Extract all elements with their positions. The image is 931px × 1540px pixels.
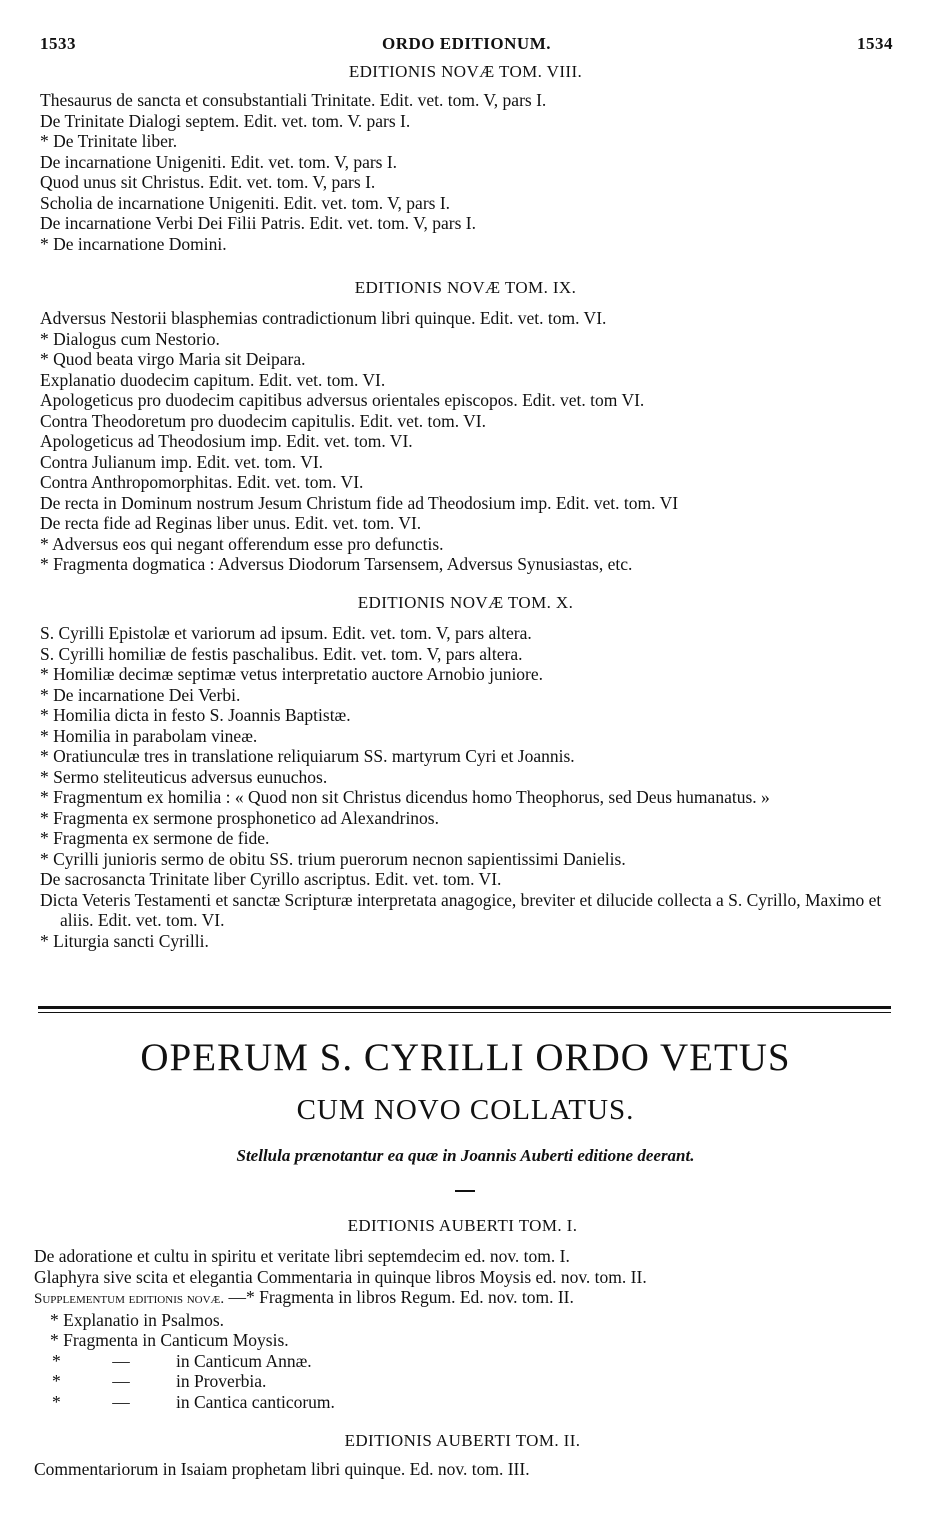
list-item: Thesaurus de sancta et consubstantiali Trinitate. Edit. vet. tom. V, pars I. [40, 90, 547, 110]
list-item: Contra Theodoretum pro duodecim capitulis. Edit. vet. tom. VI. [40, 410, 487, 431]
list-item: * Homiliæ decimæ septimæ vetus interpretatio auctore Arnobio juniore. [40, 664, 544, 684]
ornamental-dash [455, 1190, 475, 1192]
section-title: EDITIONIS AUBERTI TOM. II. [344, 1431, 581, 1450]
asterisk: * [52, 1371, 61, 1391]
entry-list [34, 1246, 891, 1412]
list-item: Glaphyra sive scita et elegantia Commentaria in quinque libros Moysis ed. nov. tom. II. [34, 1266, 647, 1287]
entry-text: in Canticum Annæ. [176, 1350, 312, 1371]
list-item: * De incarnatione Dei Verbi. [40, 684, 241, 705]
entry-text: in Cantica canticorum. [176, 1391, 335, 1412]
ditto-dash: — [112, 1391, 130, 1412]
list-item: * Fragmentum ex homilia : « Quod non sit Christus dicendus homo Theophorus, sed Deus humanatus. » [40, 787, 770, 807]
ditto-dash: — [112, 1350, 130, 1371]
supplement-text: —* Fragmenta in libros Regum. Ed. nov. tom. II. [228, 1287, 574, 1307]
list-item: * Sermo steliteuticus adversus eunuchos. [40, 766, 328, 787]
list-item: Apologeticus ad Theodosium imp. Edit. vet. tom. VI. [40, 431, 413, 451]
list-item: Contra Anthropomorphitas. Edit. vet. tom. VI. [40, 472, 364, 492]
ditto-dash: — [112, 1371, 130, 1391]
list-item: De recta in Dominum nostrum Jesum Christum fide ad Theodosium imp. Edit. vet. tom. VI [40, 492, 679, 513]
entry-text: in Proverbia. [176, 1371, 267, 1391]
list-item: De adoratione et cultu in spiritu et veritate libri septemdecim ed. nov. tom. I. [34, 1246, 570, 1266]
list-item: De Trinitate Dialogi septem. Edit. vet. tom. V. pars I. [40, 110, 411, 131]
list-item [34, 1351, 891, 1372]
list-item: Quod unus sit Christus. Edit. vet. tom. V, pars I. [40, 172, 376, 192]
running-title: ORDO EDITIONUM. [381, 34, 551, 53]
list-item: * Explanatio in Psalmos. [50, 1309, 225, 1330]
section-divider-thick [38, 1006, 891, 1009]
list-item: S. Cyrilli Epistolæ et variorum ad ipsum. Edit. vet. tom. V, pars altera. [40, 623, 532, 643]
section-title: EDITIONIS NOVÆ TOM. VIII. [348, 62, 583, 81]
note-line: Stellula prænotantur ea quæ in Joannis Auberti editione deerant. [236, 1146, 695, 1165]
list-item: De incarnatione Unigeniti. Edit. vet. tom. V, pars I. [40, 151, 398, 172]
list-item: * De Trinitate liber. [40, 131, 178, 151]
page-header [40, 33, 893, 55]
main-heading: OPERUM S. CYRILLI ORDO VETUS [140, 1036, 791, 1079]
section-divider-thin [38, 1012, 891, 1013]
section-title: EDITIONIS NOVÆ TOM. IX. [354, 278, 577, 297]
list-item: * Fragmenta in Canticum Moysis. [50, 1330, 289, 1350]
list-item [34, 1371, 891, 1392]
list-item: * Homilia dicta in festo S. Joannis Baptistæ. [40, 705, 351, 725]
entry-list [34, 1459, 891, 1480]
column-number-right: 1534 [856, 34, 893, 53]
list-item: * Dialogus cum Nestorio. [40, 328, 220, 349]
list-item: Dicta Veteris Testamenti et sanctæ Scripturæ interpretata anagogice, breviter et dilucide collecta a S. Cyrillo, Maximo et aliis. Edit. vet. tom. VI. [40, 889, 882, 930]
list-item: * Fragmenta dogmatica : Adversus Diodorum Tarsensem, Adversus Synusiastas, etc. [40, 554, 633, 574]
list-item: * Adversus eos qui negant offerendum esse pro defunctis. [40, 533, 444, 554]
list-item: Explanatio duodecim capitum. Edit. vet. tom. VI. [40, 369, 386, 390]
list-item: Adversus Nestorii blasphemias contradictionum libri quinque. Edit. vet. tom. VI. [40, 308, 607, 328]
entry-list [40, 623, 891, 951]
list-item: De recta fide ad Reginas liber unus. Edit. vet. tom. VI. [40, 513, 422, 533]
list-item: * Cyrilli junioris sermo de obitu SS. trium puerorum necnon sapientissimi Danielis. [40, 848, 626, 869]
list-item: * Quod beata virgo Maria sit Deipara. [40, 349, 306, 369]
list-item: Contra Julianum imp. Edit. vet. tom. VI. [40, 451, 324, 472]
list-item: Scholia de incarnatione Unigeniti. Edit. vet. tom. V, pars I. [40, 192, 451, 213]
section-tom-x [40, 593, 891, 951]
list-item: De sacrosancta Trinitate liber Cyrillo ascriptus. Edit. vet. tom. VI. [40, 869, 502, 889]
section-auberti-tom-ii [34, 1431, 891, 1480]
section-auberti-tom-i [34, 1216, 891, 1412]
list-item: Commentariorum in Isaiam prophetam libri quinque. Ed. nov. tom. III. [34, 1459, 530, 1479]
list-item: * Homilia in parabolam vineæ. [40, 725, 258, 746]
list-item: S. Cyrilli homiliæ de festis paschalibus. Edit. vet. tom. V, pars altera. [40, 643, 523, 664]
supplement-label: Supplementum editionis novæ. [34, 1291, 225, 1307]
list-item [34, 1392, 891, 1413]
list-item: * Liturgia sancti Cyrilli. [40, 930, 209, 951]
section-title: EDITIONIS AUBERTI TOM. I. [347, 1216, 578, 1235]
column-number-left: 1533 [40, 34, 76, 53]
list-item [34, 1287, 891, 1310]
list-item: * Fragmenta ex sermone prosphonetico ad Alexandrinos. [40, 807, 439, 828]
asterisk: * [52, 1391, 61, 1412]
list-item: * Fragmenta ex sermone de fide. [40, 828, 270, 848]
entry-list [40, 90, 891, 254]
list-item: De incarnatione Verbi Dei Filii Patris. Edit. vet. tom. V, pars I. [40, 213, 476, 233]
sub-heading: CUM NOVO COLLATUS. [296, 1094, 635, 1126]
section-tom-ix [40, 278, 891, 575]
list-item: * De incarnatione Domini. [40, 233, 227, 254]
list-item: Apologeticus pro duodecim capitibus adversus orientales episcopos. Edit. vet. tom VI. [40, 390, 645, 410]
section-tom-viii [40, 62, 891, 254]
entry-list [40, 308, 891, 575]
section-title: EDITIONIS NOVÆ TOM. X. [357, 593, 574, 612]
asterisk: * [52, 1350, 61, 1371]
list-item: * Oratiunculæ tres in translatione reliquiarum SS. martyrum Cyri et Joannis. [40, 746, 575, 766]
